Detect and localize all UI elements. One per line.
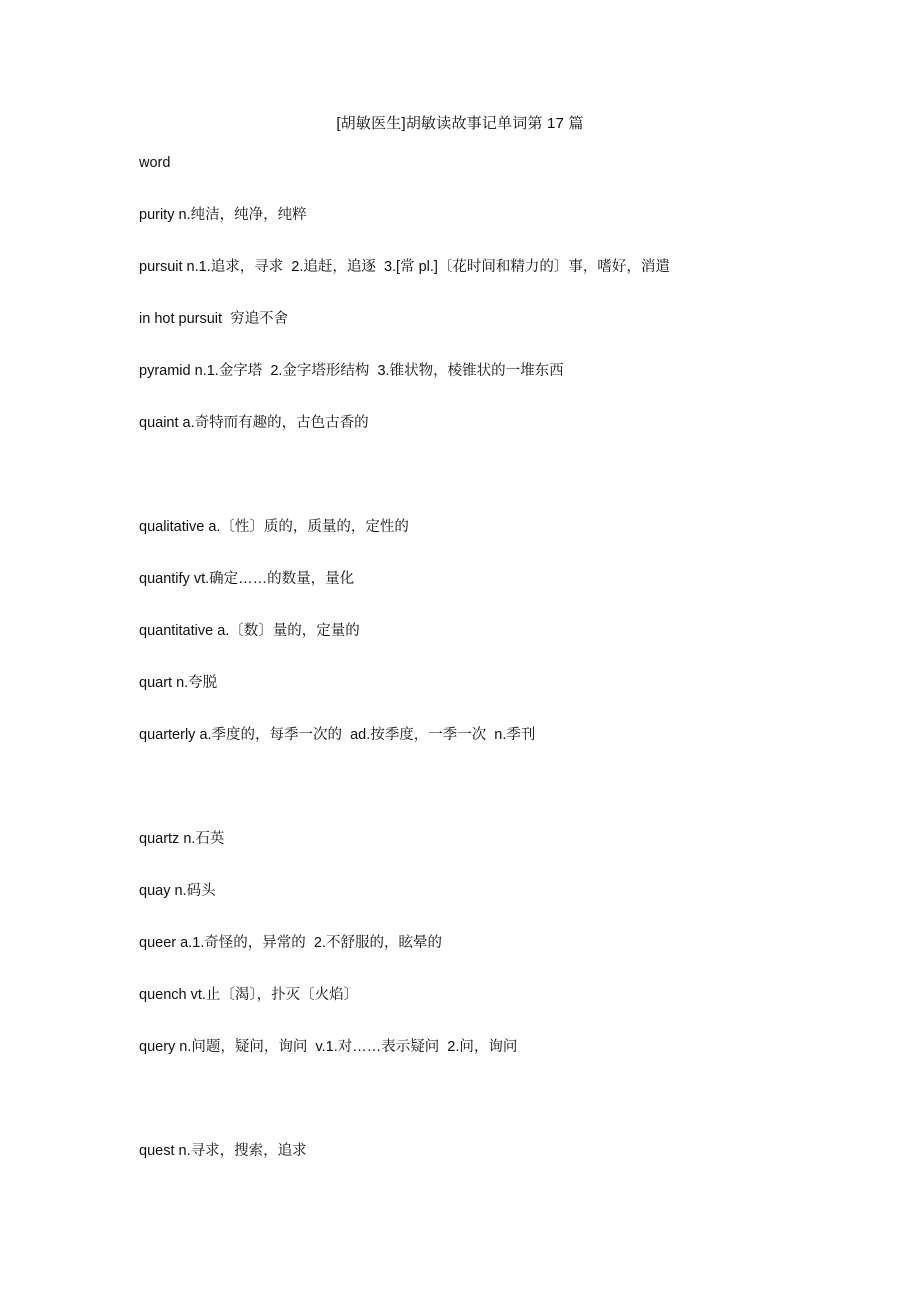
entry-quay: quay n.码头 [139, 883, 216, 899]
entry-quest: quest n.寻求，搜索，追求 [139, 1143, 307, 1159]
document-title: [胡敏医生]胡敏读故事记单词第 17 篇 [336, 115, 584, 132]
entry-query: query n.问题，疑问，询问 v.1.对……表示疑问 2.问，询问 [139, 1039, 518, 1055]
entry-quench: quench vt.止〔渴〕，扑灭〔火焰〕 [139, 987, 359, 1003]
entry-queer: queer a.1.奇怪的，异常的 2.不舒服的，眩晕的 [139, 935, 442, 951]
entry-quantify: quantify vt.确定……的数量，量化 [139, 571, 355, 587]
text-line-word: word [139, 155, 171, 171]
entry-qualitative: qualitative a.〔性〕质的，质量的，定性的 [139, 519, 409, 535]
entry-quaint: quaint a.奇特而有趣的，古色古香的 [139, 415, 369, 431]
entry-quantitative: quantitative a.〔数〕量的，定量的 [139, 623, 360, 639]
entry-purity: purity n.纯洁，纯净，纯粹 [139, 207, 307, 223]
entry-quart: quart n.夸脱 [139, 675, 218, 691]
entry-in-hot-pursuit: in hot pursuit 穷追不舍 [139, 311, 289, 327]
entry-pursuit: pursuit n.1.追求，寻求 2.追赶，追逐 3.[常 pl.]〔花时间和精力的〕事，嗜好，消遣 [139, 259, 670, 275]
entry-quarterly: quarterly a.季度的，每季一次的 ad.按季度，一季一次 n.季刊 [139, 727, 536, 743]
entry-quartz: quartz n.石英 [139, 831, 225, 847]
entry-pyramid: pyramid n.1.金字塔 2.金字塔形结构 3.锥状物，棱锥状的一堆东西 [139, 363, 564, 379]
